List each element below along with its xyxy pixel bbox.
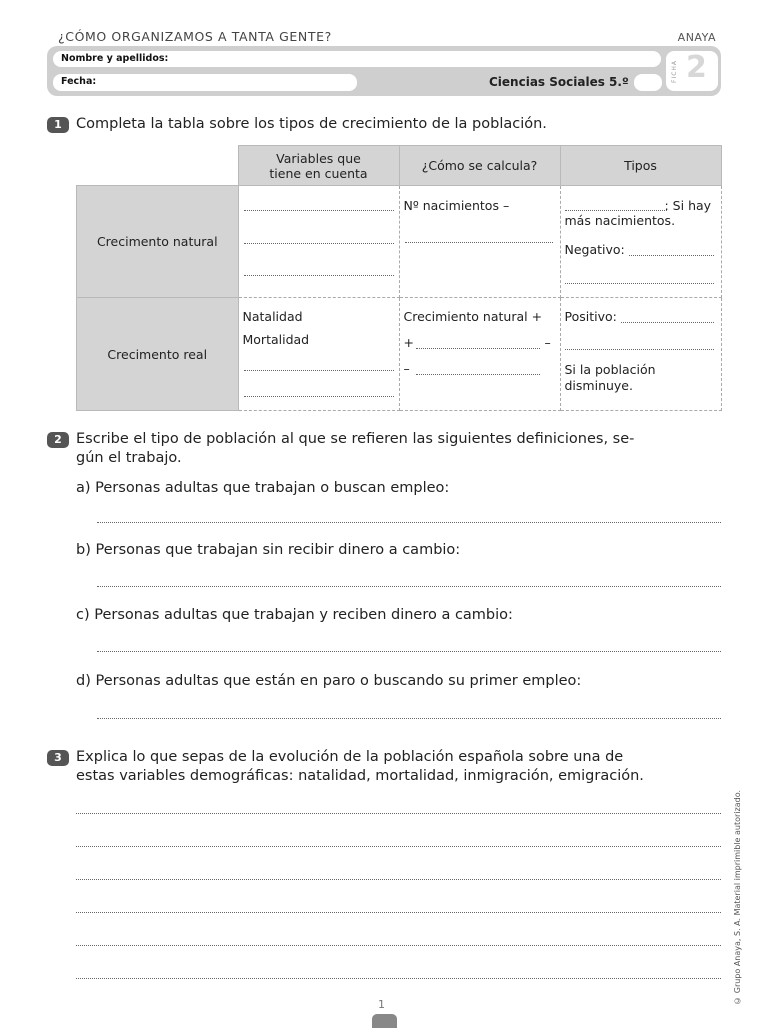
- table-header-calculation: ¿Cómo se calcula?: [399, 146, 560, 186]
- question-2-item-c: c) Personas adultas que trabajan y reciben dinero a cambio:: [76, 607, 513, 623]
- row-label-real-growth: Crecimento real: [77, 298, 239, 411]
- answer-line[interactable]: [416, 348, 540, 349]
- answer-line[interactable]: [244, 210, 394, 211]
- natural-type-negative-label: Negativo:: [564, 242, 625, 257]
- real-calc-text: Crecimiento natural +: [403, 309, 543, 324]
- table-header-types: Tipos: [560, 146, 721, 186]
- answer-line-q3[interactable]: [76, 978, 721, 979]
- real-types-cell[interactable]: [560, 298, 721, 411]
- natural-variables-cell[interactable]: [238, 186, 399, 298]
- real-type-positive-label: Positivo:: [564, 309, 617, 324]
- answer-line[interactable]: [565, 210, 667, 211]
- name-field[interactable]: Nombre y apellidos:: [53, 51, 661, 67]
- natural-calculation-cell[interactable]: [399, 186, 560, 298]
- natural-calc-text: Nº nacimientos –: [403, 198, 510, 213]
- real-calc-minus-end: –: [544, 335, 551, 350]
- answer-line[interactable]: [416, 374, 540, 375]
- answer-line-d[interactable]: [97, 718, 721, 719]
- table-corner: [77, 146, 239, 186]
- real-calc-minus: –: [403, 361, 410, 376]
- question-2-item-b: b) Personas que trabajan sin recibir dinero a cambio:: [76, 542, 461, 558]
- answer-line[interactable]: [621, 322, 714, 323]
- real-calc-plus: +: [403, 335, 414, 350]
- answer-line-b[interactable]: [97, 586, 721, 587]
- worksheet-topic: ¿CÓMO ORGANIZAMOS A TANTA GENTE?: [58, 29, 332, 44]
- ficha-number: 2: [686, 50, 707, 85]
- answer-line-q3[interactable]: [76, 945, 721, 946]
- question-1-text: Completa la tabla sobre los tipos de crecimiento de la población.: [76, 116, 547, 132]
- answer-line[interactable]: [565, 349, 714, 350]
- answer-line-c[interactable]: [97, 651, 721, 652]
- question-2-text: Escribe el tipo de población al que se refieren las siguientes definiciones, se- gún el trabajo.: [76, 431, 635, 466]
- answer-line-q3[interactable]: [76, 912, 721, 913]
- date-field[interactable]: Fecha:: [53, 74, 357, 91]
- question-1-badge: 1: [47, 117, 69, 133]
- question-2-item-a: a) Personas adultas que trabajan o buscan empleo:: [76, 480, 450, 496]
- real-calculation-cell[interactable]: [399, 298, 560, 411]
- answer-line[interactable]: [244, 243, 394, 244]
- page-number: 1: [378, 998, 385, 1011]
- answer-line-q3[interactable]: [76, 846, 721, 847]
- page-tab: [372, 1014, 397, 1028]
- publisher-logo: ANAYA: [677, 31, 716, 44]
- question-3-badge: 3: [47, 750, 69, 766]
- question-2-badge: 2: [47, 432, 69, 448]
- answer-line[interactable]: [244, 370, 394, 371]
- answer-line[interactable]: [244, 396, 394, 397]
- natural-type-positive-cont: más nacimientos.: [564, 213, 676, 228]
- variable-natalidad: Natalidad: [242, 309, 303, 324]
- subject-label: Ciencias Sociales 5.º: [489, 75, 629, 89]
- answer-line[interactable]: [405, 242, 553, 243]
- ficha-label: FICHA: [671, 59, 678, 83]
- answer-line[interactable]: [629, 255, 714, 256]
- variable-mortalidad: Mortalidad: [242, 332, 310, 347]
- real-variables-cell[interactable]: [238, 298, 399, 411]
- copyright-notice: © Grupo Anaya, S. A. Material imprimible autorizado.: [733, 790, 742, 1005]
- answer-line[interactable]: [244, 275, 394, 276]
- course-extra-field[interactable]: [634, 74, 662, 91]
- natural-types-cell[interactable]: [560, 186, 721, 298]
- answer-line-a[interactable]: [97, 522, 721, 523]
- question-2-item-d: d) Personas adultas que están en paro o buscando su primer empleo:: [76, 673, 582, 689]
- real-type-negative-text: Si la población disminuye.: [564, 362, 656, 393]
- population-growth-table: [76, 145, 722, 411]
- answer-line[interactable]: [565, 283, 714, 284]
- question-3-text: Explica lo que sepas de la evolución de la población española sobre una de estas variables demográficas: natalidad, mortalidad, inmigración, emigración.: [76, 749, 644, 784]
- table-header-variables: Variables que tiene en cuenta: [238, 146, 399, 186]
- natural-type-positive-text: : Si hay: [664, 198, 712, 213]
- answer-line-q3[interactable]: [76, 879, 721, 880]
- row-label-natural-growth: Crecimento natural: [77, 186, 239, 298]
- answer-line-q3[interactable]: [76, 813, 721, 814]
